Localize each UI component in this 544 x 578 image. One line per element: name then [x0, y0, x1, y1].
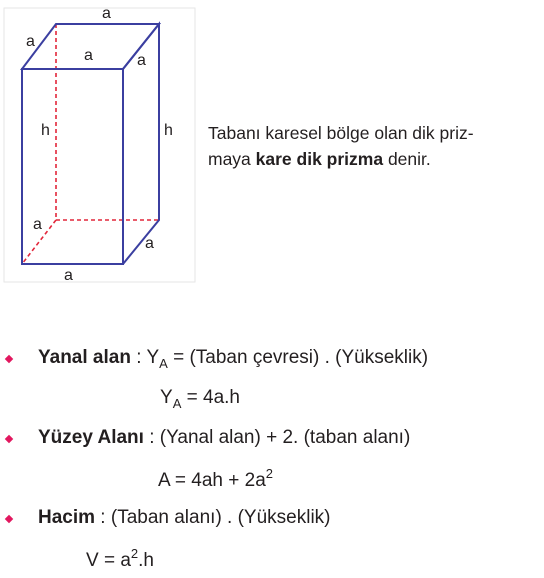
label-height-right: h: [164, 122, 173, 139]
label-top-mid: a: [84, 47, 93, 64]
lateral-result-sub: A: [172, 396, 182, 411]
bullet-volume-icon: [5, 515, 13, 523]
label-height-left: h: [41, 122, 50, 139]
definition-line-2-end: denir.: [383, 149, 431, 169]
volume-result-rest: .h: [138, 550, 154, 571]
label-bottom-front: a: [64, 267, 73, 284]
surface-result-exponent: 2: [265, 466, 273, 481]
definition-line-2-start: maya: [208, 149, 256, 169]
lateral-area-result: [160, 387, 240, 411]
volume-result-exponent: 2: [130, 546, 139, 561]
label-bottom-right: a: [145, 235, 154, 252]
lateral-area-symbol: : Y: [130, 347, 160, 368]
volume-formula: : (Taban alanı) . (Yükseklik): [95, 507, 331, 528]
lateral-area-definition: [38, 347, 428, 371]
lateral-result-rest: = 4a.h: [181, 387, 240, 408]
lateral-area-sub: A: [159, 356, 168, 371]
lateral-area-term: Yanal alan: [38, 347, 131, 368]
definition-line-2: [208, 146, 544, 172]
surface-area-formula: : (Yanal alan) + 2. (taban alanı): [143, 427, 411, 448]
surface-area-result: [158, 466, 273, 492]
surface-area-term: Yüzey Alanı: [38, 427, 144, 448]
volume-definition: [38, 507, 331, 529]
bullet-lateral-icon: [5, 355, 13, 363]
label-top-right: a: [137, 52, 146, 69]
lateral-area-formula: = (Taban çevresi) . (Yükseklik): [167, 347, 429, 368]
volume-result-main: V = a: [86, 550, 131, 571]
label-bottom-left: a: [33, 216, 42, 233]
lateral-result-var: Y: [160, 387, 173, 408]
definition-term-bold: kare dik prizma: [255, 149, 384, 169]
surface-area-definition: [38, 427, 410, 449]
front-face: [22, 69, 123, 264]
bullet-surface-icon: [5, 435, 13, 443]
label-top-left: a: [26, 33, 35, 50]
volume-result: [86, 546, 154, 572]
definition-line-1: Tabanı karesel bölge olan dik priz-: [208, 123, 474, 143]
surface-result-main: A = 4ah + 2a: [158, 470, 266, 491]
definition-text: [208, 120, 544, 172]
square-prism-figure: [0, 0, 200, 292]
volume-term: Hacim: [38, 507, 96, 528]
label-top-back: a: [102, 5, 111, 22]
